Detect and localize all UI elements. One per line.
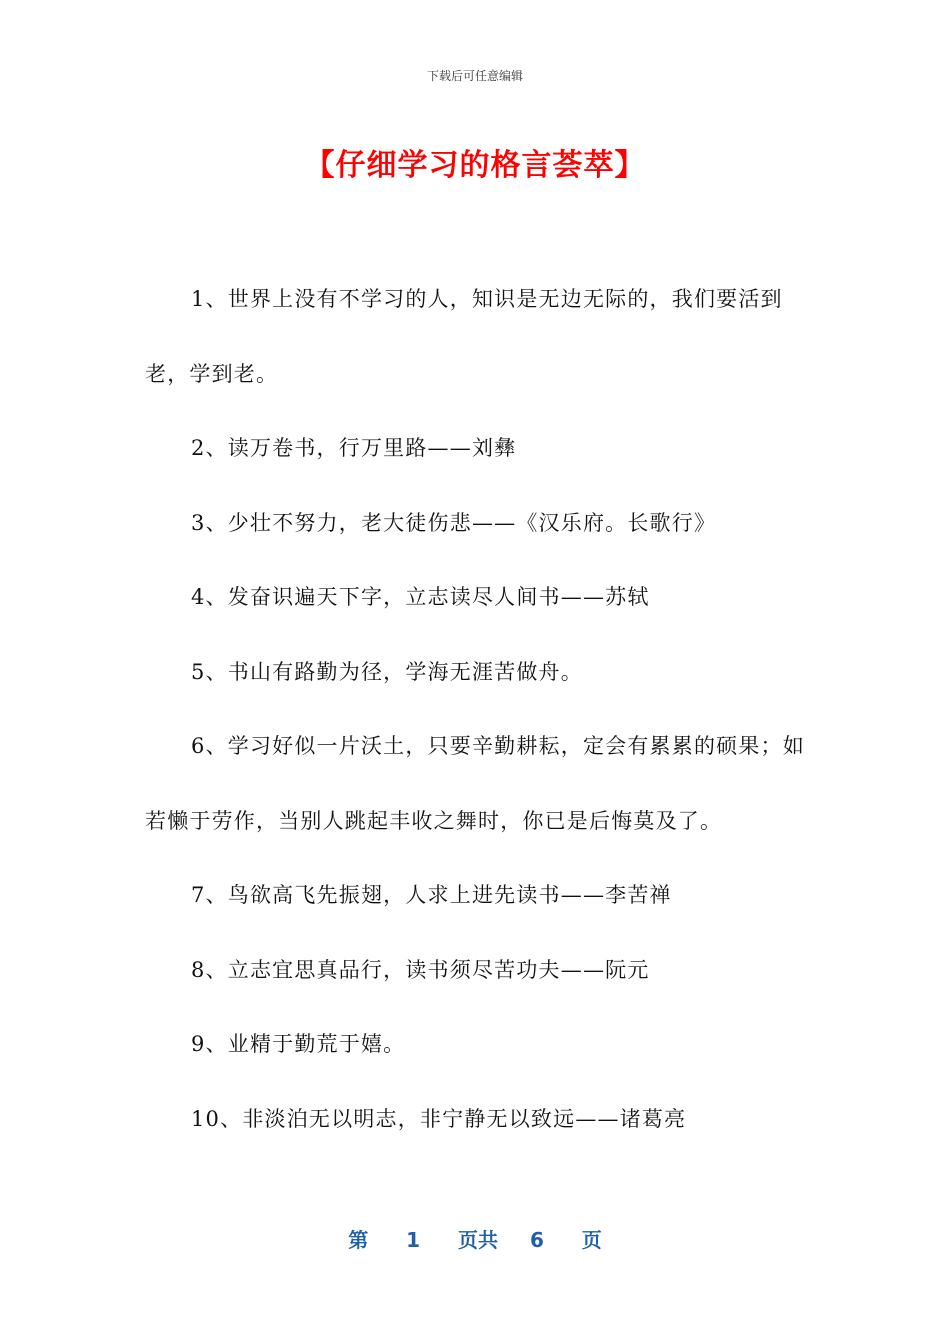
footer-mid: 页共	[458, 1228, 498, 1252]
page-footer	[0, 1224, 950, 1253]
paragraph-10: 10、非淡泊无以明志，非宁静无以致远——诸葛亮	[191, 1106, 687, 1131]
paragraph-3: 3、少壮不努力，老大徒伤悲——《汉乐府。长歌行》	[191, 510, 717, 535]
footer-suffix: 页	[581, 1228, 602, 1252]
paragraph-2: 2、读万卷书，行万里路——刘彝	[191, 436, 517, 460]
paragraph-8: 8、立志宜思真品行，读书须尽苦功夫——阮元	[191, 957, 650, 982]
document-body	[145, 262, 817, 1156]
footer-total-pages: 6	[529, 1228, 544, 1252]
paragraph-7: 7、鸟欲高飞先振翅，人求上进先读书——李苦禅	[191, 883, 672, 907]
paragraph-4: 4、发奋识遍天下字，立志读尽人间书——苏轼	[191, 585, 650, 609]
document-title: 【仔细学习的格言荟萃】	[304, 148, 646, 183]
paragraph-5: 5、书山有路勤为径，学海无涯苦做舟。	[191, 659, 583, 684]
footer-prefix: 第	[348, 1228, 369, 1252]
paragraph-6: 6、学习好似一片沃土，只要辛勤耕耘，定会有累累的硕果；如若懒于劳作，当别人跳起丰收之舞时，你已是后悔莫及了。	[145, 734, 805, 833]
paragraph-9: 9、业精于勤荒于嬉。	[191, 1032, 406, 1056]
paragraph-1: 1、世界上没有不学习的人，知识是无边无际的，我们要活到老，学到老。	[145, 287, 783, 386]
footer-page-number: 1	[406, 1228, 421, 1252]
header-note: 下载后可任意编辑	[426, 69, 523, 83]
